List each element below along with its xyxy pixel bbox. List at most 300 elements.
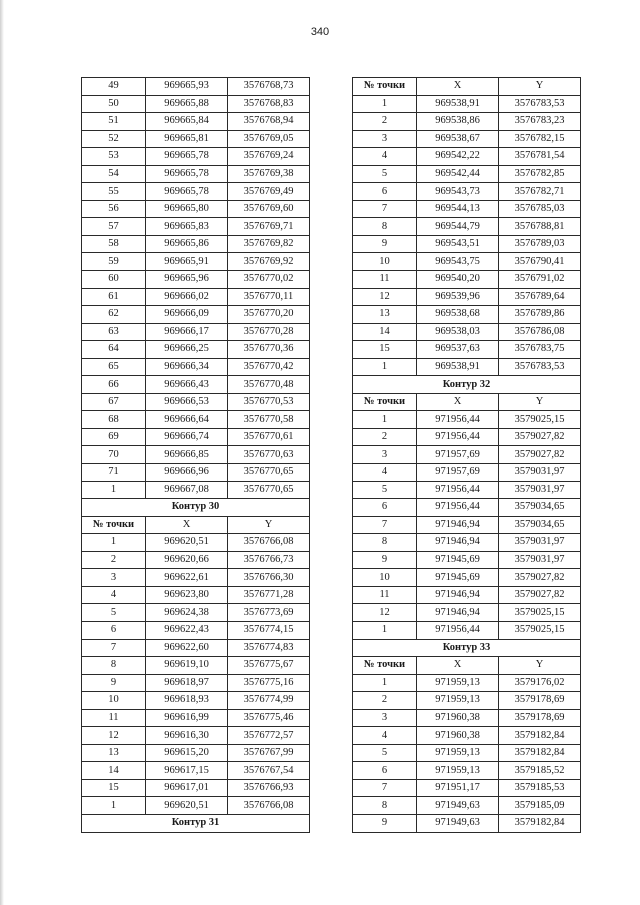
y-coordinate-cell: 3576782,71 — [499, 183, 581, 201]
point-number-cell: 1 — [82, 797, 146, 815]
point-number-cell: 1 — [353, 358, 417, 376]
point-number-cell: 70 — [82, 446, 146, 464]
table-row — [82, 341, 310, 359]
table-row — [353, 499, 581, 517]
table-row — [82, 218, 310, 236]
table-row — [82, 762, 310, 780]
table-row — [82, 235, 310, 253]
point-number-cell: 50 — [82, 95, 146, 113]
table-row — [82, 709, 310, 727]
table-row — [353, 271, 581, 289]
table-row — [82, 306, 310, 324]
x-coordinate-cell: 969537,63 — [417, 341, 499, 359]
x-coordinate-cell: 969620,51 — [146, 797, 228, 815]
table-row — [82, 744, 310, 762]
point-number-cell: 54 — [82, 165, 146, 183]
table-row — [82, 165, 310, 183]
table-row — [82, 428, 310, 446]
x-coordinate-cell: 969665,81 — [146, 130, 228, 148]
table-row — [353, 814, 581, 832]
x-coordinate-cell: 971956,44 — [417, 411, 499, 429]
point-number-cell: 2 — [353, 428, 417, 446]
table-row — [82, 113, 310, 131]
x-coordinate-cell: 969666,34 — [146, 358, 228, 376]
x-coordinate-cell: 969538,86 — [417, 113, 499, 131]
x-coordinate-cell: 969542,22 — [417, 148, 499, 166]
column-header-row — [82, 516, 310, 534]
y-coordinate-cell: 3576770,42 — [228, 358, 310, 376]
y-column-header: Y — [499, 393, 581, 411]
table-row — [82, 569, 310, 587]
point-number-cell: 51 — [82, 113, 146, 131]
column-header-row — [353, 657, 581, 675]
x-coordinate-cell: 971946,94 — [417, 586, 499, 604]
point-number-cell: 3 — [353, 130, 417, 148]
x-coordinate-cell: 969539,96 — [417, 288, 499, 306]
table-row — [82, 95, 310, 113]
point-number-cell: 12 — [353, 288, 417, 306]
x-coordinate-cell: 969619,10 — [146, 657, 228, 675]
table-row — [82, 358, 310, 376]
x-coordinate-cell: 969666,25 — [146, 341, 228, 359]
table-row — [82, 288, 310, 306]
y-coordinate-cell: 3576771,28 — [228, 586, 310, 604]
table-row — [353, 797, 581, 815]
x-column-header: X — [146, 516, 228, 534]
x-coordinate-cell: 969617,01 — [146, 779, 228, 797]
point-number-cell: 2 — [353, 113, 417, 131]
point-number-cell: 66 — [82, 376, 146, 394]
x-coordinate-cell: 969542,44 — [417, 165, 499, 183]
x-coordinate-cell: 969665,88 — [146, 95, 228, 113]
point-number-cell: 13 — [353, 306, 417, 324]
table-row — [353, 323, 581, 341]
point-number-cell: 8 — [353, 534, 417, 552]
table-row — [353, 183, 581, 201]
y-coordinate-cell: 3576769,24 — [228, 148, 310, 166]
x-coordinate-cell: 971949,63 — [417, 814, 499, 832]
y-coordinate-cell: 3576767,99 — [228, 744, 310, 762]
y-coordinate-cell: 3576770,61 — [228, 428, 310, 446]
x-coordinate-cell: 969620,51 — [146, 534, 228, 552]
y-column-header: Y — [228, 516, 310, 534]
y-coordinate-cell: 3579185,52 — [499, 762, 581, 780]
y-coordinate-cell: 3576766,93 — [228, 779, 310, 797]
point-number-cell: 56 — [82, 200, 146, 218]
contour-heading-row — [82, 814, 310, 832]
y-coordinate-cell: 3576769,49 — [228, 183, 310, 201]
y-coordinate-cell: 3579034,65 — [499, 499, 581, 517]
point-number-cell: 59 — [82, 253, 146, 271]
x-coordinate-cell: 969617,15 — [146, 762, 228, 780]
y-coordinate-cell: 3576769,92 — [228, 253, 310, 271]
x-coordinate-cell: 969624,38 — [146, 604, 228, 622]
x-coordinate-cell: 969622,43 — [146, 621, 228, 639]
point-number-cell: 3 — [353, 709, 417, 727]
table-row — [353, 674, 581, 692]
table-row — [353, 551, 581, 569]
y-coordinate-cell: 3576766,30 — [228, 569, 310, 587]
x-column-header: X — [417, 657, 499, 675]
y-coordinate-cell: 3576768,73 — [228, 78, 310, 96]
y-coordinate-cell: 3576783,53 — [499, 358, 581, 376]
point-number-cell: 6 — [353, 499, 417, 517]
y-coordinate-cell: 3579178,69 — [499, 709, 581, 727]
x-coordinate-cell: 969666,17 — [146, 323, 228, 341]
point-number-cell: 14 — [353, 323, 417, 341]
y-coordinate-cell: 3576770,53 — [228, 393, 310, 411]
table-row — [353, 744, 581, 762]
x-coordinate-cell: 969666,09 — [146, 306, 228, 324]
y-coordinate-cell: 3576770,11 — [228, 288, 310, 306]
x-coordinate-cell: 969665,91 — [146, 253, 228, 271]
point-number-cell: 12 — [82, 727, 146, 745]
point-number-cell: 64 — [82, 341, 146, 359]
table-row — [82, 183, 310, 201]
x-coordinate-cell: 969666,96 — [146, 464, 228, 482]
y-coordinate-cell: 3579031,97 — [499, 464, 581, 482]
x-coordinate-cell: 971946,94 — [417, 534, 499, 552]
table-row — [353, 253, 581, 271]
x-coordinate-cell: 971946,94 — [417, 516, 499, 534]
point-number-cell: 4 — [353, 727, 417, 745]
page-number: 340 — [310, 26, 330, 38]
contour-heading-row — [353, 639, 581, 657]
x-coordinate-cell: 971949,63 — [417, 797, 499, 815]
point-number-cell: 9 — [353, 814, 417, 832]
x-coordinate-cell: 971956,44 — [417, 481, 499, 499]
point-number-cell: 5 — [353, 481, 417, 499]
y-coordinate-cell: 3579031,97 — [499, 534, 581, 552]
y-coordinate-cell: 3576766,08 — [228, 534, 310, 552]
y-coordinate-cell: 3579176,02 — [499, 674, 581, 692]
x-coordinate-cell: 971951,17 — [417, 779, 499, 797]
point-number-cell: 7 — [353, 779, 417, 797]
point-number-cell: 3 — [82, 569, 146, 587]
point-number-cell: 12 — [353, 604, 417, 622]
x-coordinate-cell: 969543,75 — [417, 253, 499, 271]
y-coordinate-cell: 3576790,41 — [499, 253, 581, 271]
x-coordinate-cell: 971956,44 — [417, 499, 499, 517]
table-row — [353, 692, 581, 710]
point-number-cell: 1 — [353, 674, 417, 692]
y-coordinate-cell: 3576769,38 — [228, 165, 310, 183]
table-row — [353, 113, 581, 131]
x-coordinate-cell: 969623,80 — [146, 586, 228, 604]
y-coordinate-cell: 3576770,58 — [228, 411, 310, 429]
y-coordinate-cell: 3576770,48 — [228, 376, 310, 394]
y-coordinate-cell: 3576783,53 — [499, 95, 581, 113]
y-coordinate-cell: 3576785,03 — [499, 200, 581, 218]
table-row — [82, 148, 310, 166]
y-coordinate-cell: 3576774,99 — [228, 692, 310, 710]
table-row — [82, 604, 310, 622]
point-number-cell: 67 — [82, 393, 146, 411]
table-row — [82, 271, 310, 289]
x-coordinate-cell: 969538,91 — [417, 358, 499, 376]
y-coordinate-cell: 3576769,82 — [228, 235, 310, 253]
point-number-cell: 11 — [353, 271, 417, 289]
x-coordinate-cell: 969538,68 — [417, 306, 499, 324]
point-number-cell: 5 — [353, 165, 417, 183]
x-coordinate-cell: 971960,38 — [417, 709, 499, 727]
y-coordinate-cell: 3576775,16 — [228, 674, 310, 692]
y-coordinate-cell: 3576770,20 — [228, 306, 310, 324]
y-coordinate-cell: 3579025,15 — [499, 411, 581, 429]
point-number-cell: 53 — [82, 148, 146, 166]
point-number-cell: 57 — [82, 218, 146, 236]
point-number-cell: 4 — [82, 586, 146, 604]
point-number-cell: 8 — [353, 797, 417, 815]
y-coordinate-cell: 3576772,57 — [228, 727, 310, 745]
table-row — [82, 586, 310, 604]
point-number-header: № точки — [353, 657, 417, 675]
point-number-cell: 3 — [353, 446, 417, 464]
y-coordinate-cell: 3576768,94 — [228, 113, 310, 131]
x-coordinate-cell: 969618,93 — [146, 692, 228, 710]
point-number-cell: 9 — [353, 235, 417, 253]
contour-heading-row — [353, 376, 581, 394]
y-coordinate-cell: 3576789,86 — [499, 306, 581, 324]
point-number-cell: 15 — [353, 341, 417, 359]
x-coordinate-cell: 969665,78 — [146, 165, 228, 183]
point-number-cell: 4 — [353, 464, 417, 482]
x-coordinate-cell: 969543,73 — [417, 183, 499, 201]
x-coordinate-cell: 969665,86 — [146, 235, 228, 253]
point-number-cell: 13 — [82, 744, 146, 762]
table-row — [82, 411, 310, 429]
point-number-cell: 7 — [353, 200, 417, 218]
x-coordinate-cell: 969665,83 — [146, 218, 228, 236]
x-coordinate-cell: 969666,74 — [146, 428, 228, 446]
table-row — [353, 95, 581, 113]
table-row — [353, 411, 581, 429]
table-row — [82, 639, 310, 657]
y-coordinate-cell: 3576766,73 — [228, 551, 310, 569]
y-coordinate-cell: 3576775,67 — [228, 657, 310, 675]
point-number-cell: 1 — [353, 411, 417, 429]
point-number-cell: 6 — [82, 621, 146, 639]
x-coordinate-cell: 969665,84 — [146, 113, 228, 131]
table-row — [353, 235, 581, 253]
table-row — [82, 674, 310, 692]
point-number-cell: 69 — [82, 428, 146, 446]
table-row — [353, 534, 581, 552]
point-number-cell: 1 — [353, 95, 417, 113]
y-coordinate-cell: 3579185,09 — [499, 797, 581, 815]
point-number-cell: 60 — [82, 271, 146, 289]
y-coordinate-cell: 3579182,84 — [499, 727, 581, 745]
point-number-cell: 49 — [82, 78, 146, 96]
point-number-cell: 2 — [82, 551, 146, 569]
y-coordinate-cell: 3576773,69 — [228, 604, 310, 622]
y-coordinate-cell: 3579182,84 — [499, 814, 581, 832]
x-coordinate-cell: 969538,67 — [417, 130, 499, 148]
y-column-header: Y — [499, 657, 581, 675]
x-coordinate-cell: 969540,20 — [417, 271, 499, 289]
x-coordinate-cell: 971945,69 — [417, 569, 499, 587]
y-coordinate-cell: 3576770,28 — [228, 323, 310, 341]
table-row — [353, 148, 581, 166]
table-row — [353, 288, 581, 306]
point-number-cell: 8 — [82, 657, 146, 675]
y-coordinate-cell: 3579025,15 — [499, 621, 581, 639]
point-number-cell: 61 — [82, 288, 146, 306]
x-coordinate-cell: 971956,44 — [417, 428, 499, 446]
y-coordinate-cell: 3579178,69 — [499, 692, 581, 710]
point-number-cell: 5 — [353, 744, 417, 762]
table-row — [82, 551, 310, 569]
y-coordinate-cell: 3576770,02 — [228, 271, 310, 289]
x-coordinate-cell: 969538,91 — [417, 95, 499, 113]
point-number-cell: 10 — [353, 569, 417, 587]
column-header-row — [353, 78, 581, 96]
point-number-cell: 68 — [82, 411, 146, 429]
point-number-cell: 6 — [353, 762, 417, 780]
x-coordinate-cell: 969666,53 — [146, 393, 228, 411]
table-row — [82, 78, 310, 96]
table-row — [353, 516, 581, 534]
y-coordinate-cell: 3576767,54 — [228, 762, 310, 780]
y-coordinate-cell: 3579034,65 — [499, 516, 581, 534]
x-coordinate-cell: 971945,69 — [417, 551, 499, 569]
point-number-cell: 71 — [82, 464, 146, 482]
x-coordinate-cell: 969616,30 — [146, 727, 228, 745]
point-number-cell: 4 — [353, 148, 417, 166]
x-column-header: X — [417, 78, 499, 96]
y-coordinate-cell: 3576782,15 — [499, 130, 581, 148]
point-number-cell: 10 — [353, 253, 417, 271]
contour-heading: Контур 33 — [353, 639, 581, 657]
y-coordinate-cell: 3576775,46 — [228, 709, 310, 727]
y-coordinate-cell: 3576781,54 — [499, 148, 581, 166]
y-coordinate-cell: 3576768,83 — [228, 95, 310, 113]
point-number-cell: 63 — [82, 323, 146, 341]
table-row — [353, 130, 581, 148]
point-number-cell: 58 — [82, 235, 146, 253]
point-number-cell: 8 — [353, 218, 417, 236]
table-row — [82, 393, 310, 411]
x-column-header: X — [417, 393, 499, 411]
x-coordinate-cell: 969665,78 — [146, 183, 228, 201]
x-coordinate-cell: 969665,93 — [146, 78, 228, 96]
y-coordinate-cell: 3576783,23 — [499, 113, 581, 131]
coordinates-table-left — [81, 77, 310, 833]
x-coordinate-cell: 969616,99 — [146, 709, 228, 727]
contour-heading: Контур 31 — [82, 814, 310, 832]
table-row — [353, 569, 581, 587]
point-number-header: № точки — [353, 393, 417, 411]
x-coordinate-cell: 971956,44 — [417, 621, 499, 639]
point-number-cell: 52 — [82, 130, 146, 148]
y-coordinate-cell: 3576783,75 — [499, 341, 581, 359]
x-coordinate-cell: 971959,13 — [417, 762, 499, 780]
point-number-cell: 15 — [82, 779, 146, 797]
x-coordinate-cell: 969622,60 — [146, 639, 228, 657]
point-number-cell: 1 — [82, 534, 146, 552]
coordinates-table-right — [352, 77, 581, 833]
y-coordinate-cell: 3579031,97 — [499, 551, 581, 569]
table-row — [353, 586, 581, 604]
y-coordinate-cell: 3576769,05 — [228, 130, 310, 148]
y-coordinate-cell: 3576788,81 — [499, 218, 581, 236]
y-coordinate-cell: 3579025,15 — [499, 604, 581, 622]
x-coordinate-cell: 969666,43 — [146, 376, 228, 394]
x-coordinate-cell: 969543,51 — [417, 235, 499, 253]
y-coordinate-cell: 3579027,82 — [499, 569, 581, 587]
table-row — [353, 446, 581, 464]
x-coordinate-cell: 969666,64 — [146, 411, 228, 429]
table-row — [82, 779, 310, 797]
point-number-cell: 65 — [82, 358, 146, 376]
page-edge-shadow — [0, 0, 4, 905]
y-coordinate-cell: 3579027,82 — [499, 446, 581, 464]
table-row — [82, 323, 310, 341]
y-coordinate-cell: 3576770,65 — [228, 464, 310, 482]
point-number-cell: 5 — [82, 604, 146, 622]
x-coordinate-cell: 971959,13 — [417, 692, 499, 710]
x-coordinate-cell: 969665,78 — [146, 148, 228, 166]
y-coordinate-cell: 3576791,02 — [499, 271, 581, 289]
y-coordinate-cell: 3576786,08 — [499, 323, 581, 341]
x-coordinate-cell: 969667,08 — [146, 481, 228, 499]
table-row — [82, 657, 310, 675]
x-coordinate-cell: 969666,85 — [146, 446, 228, 464]
table-row — [82, 797, 310, 815]
x-coordinate-cell: 971959,13 — [417, 674, 499, 692]
point-number-cell: 1 — [353, 621, 417, 639]
y-coordinate-cell: 3579185,53 — [499, 779, 581, 797]
point-number-cell: 7 — [353, 516, 417, 534]
y-coordinate-cell: 3579027,82 — [499, 586, 581, 604]
point-number-cell: 55 — [82, 183, 146, 201]
y-coordinate-cell: 3576766,08 — [228, 797, 310, 815]
y-column-header: Y — [499, 78, 581, 96]
y-coordinate-cell: 3576770,63 — [228, 446, 310, 464]
x-coordinate-cell: 969665,80 — [146, 200, 228, 218]
table-row — [82, 130, 310, 148]
table-row — [353, 779, 581, 797]
x-coordinate-cell: 971960,38 — [417, 727, 499, 745]
y-coordinate-cell: 3576770,65 — [228, 481, 310, 499]
y-coordinate-cell: 3576789,64 — [499, 288, 581, 306]
table-row — [353, 341, 581, 359]
x-coordinate-cell: 969622,61 — [146, 569, 228, 587]
table-row — [82, 534, 310, 552]
table-row — [353, 306, 581, 324]
table-row — [82, 200, 310, 218]
x-coordinate-cell: 969538,03 — [417, 323, 499, 341]
table-row — [353, 621, 581, 639]
y-coordinate-cell: 3579031,97 — [499, 481, 581, 499]
table-row — [353, 481, 581, 499]
x-coordinate-cell: 969544,79 — [417, 218, 499, 236]
y-coordinate-cell: 3576770,36 — [228, 341, 310, 359]
x-coordinate-cell: 971959,13 — [417, 744, 499, 762]
table-row — [82, 253, 310, 271]
table-row — [82, 621, 310, 639]
contour-heading-row — [82, 499, 310, 517]
x-coordinate-cell: 969615,20 — [146, 744, 228, 762]
x-coordinate-cell: 971946,94 — [417, 604, 499, 622]
table-row — [82, 727, 310, 745]
point-number-cell: 11 — [353, 586, 417, 604]
x-coordinate-cell: 971957,69 — [417, 464, 499, 482]
point-number-cell: 11 — [82, 709, 146, 727]
y-coordinate-cell: 3579182,84 — [499, 744, 581, 762]
table-row — [353, 709, 581, 727]
table-row — [353, 727, 581, 745]
